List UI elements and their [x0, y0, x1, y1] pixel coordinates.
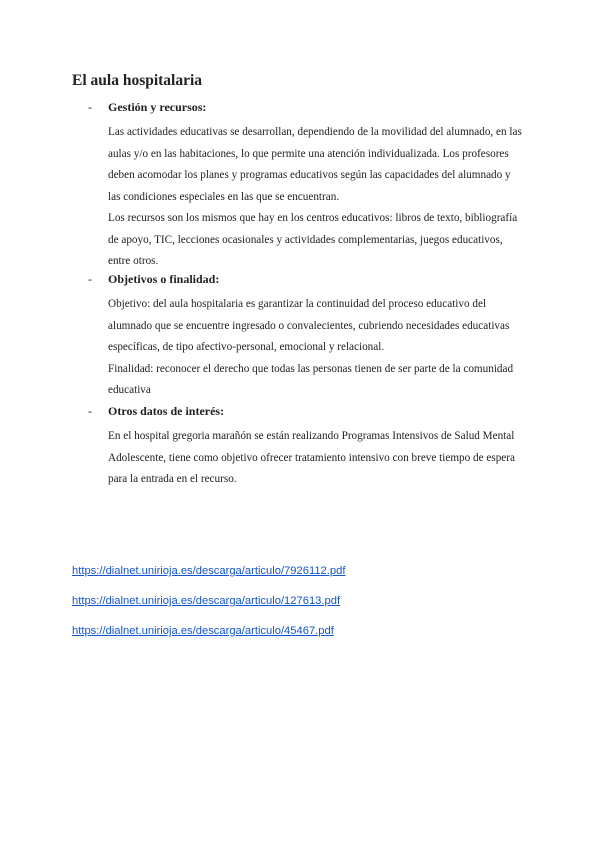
bullet-dash: - [88, 100, 92, 114]
reference-link[interactable]: https://dialnet.unirioja.es/descarga/articulo/7926112.pdf [72, 565, 346, 577]
section-heading: Objetivos o finalidad: [108, 272, 220, 286]
paragraph: Objetivo: del aula hospitalaria es garantizar la continuidad del proceso educativo del alumnado que se encuentre ingresado o convalecientes, cubriendo necesidades educativas específicas, de tipo afectivo-personal, emocional y relacional. [108, 298, 510, 353]
section-heading: Gestión y recursos: [108, 100, 207, 114]
reference-link[interactable]: https://dialnet.unirioja.es/descarga/articulo/45467.pdf [72, 625, 334, 637]
section-heading: Otros datos de interés: [108, 404, 225, 418]
bullet-dash: - [88, 272, 92, 286]
reference-link[interactable]: https://dialnet.unirioja.es/descarga/articulo/127613.pdf [72, 595, 341, 607]
section-heading-row [88, 100, 528, 118]
section-gestion [88, 100, 528, 273]
paragraph: Los recursos son los mismos que hay en los centros educativos: libros de texto, bibliografía de apoyo, TIC, lecciones ocasionales y actividades complementarias, juegos educativos, entre otros. [108, 212, 518, 267]
section-heading-row [88, 272, 528, 290]
paragraph: Las actividades educativas se desarrollan, dependiendo de la movilidad del alumnado, en las aulas y/o en las habitaciones, lo que permite una atención individualizada. Los profesores deben acomodar los planes y programas educativos según las capacidades del alumnado y las condiciones especiales en las que se encuentran. [108, 126, 522, 203]
paragraph: Finalidad: reconocer el derecho que todas las personas tienen de ser parte de la comunidad educativa [108, 362, 514, 396]
reference-links [72, 563, 345, 653]
document-title: El aula hospitalaria [72, 72, 203, 89]
section-otros-datos [88, 404, 528, 491]
section-objetivos [88, 272, 528, 402]
section-heading-row [88, 404, 528, 422]
paragraph: En el hospital gregoria marañón se están realizando Programas Intensivos de Salud Mental Adolescente, tiene como objetivo ofrecer tratamiento intensivo con breve tiempo de espera para la entrada en el recurso. [108, 430, 515, 485]
bullet-dash: - [88, 404, 92, 418]
